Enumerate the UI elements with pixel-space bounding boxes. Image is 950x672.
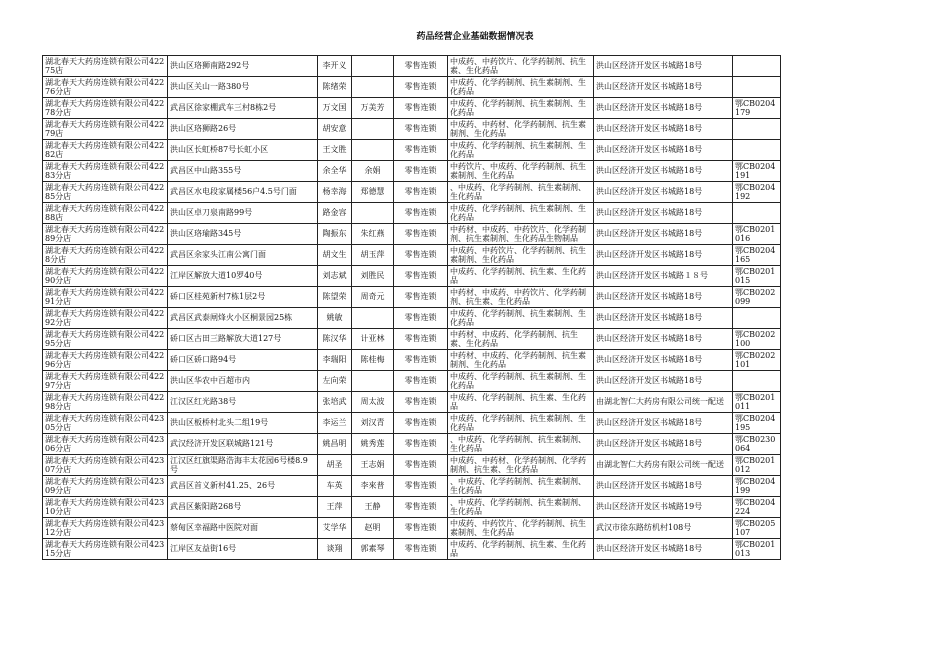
company-cell: 湖北春天大药房连锁有限公司42297分店	[43, 371, 168, 392]
company-cell: 湖北春天大药房连锁有限公司42292分店	[43, 308, 168, 329]
business-type-cell: 零售连锁	[394, 287, 448, 308]
warehouse-cell: 洪山区经济开发区书城路18号	[594, 476, 733, 497]
table-row	[43, 77, 781, 98]
business-type-cell: 零售连锁	[394, 77, 448, 98]
manager-cell: 周奇元	[352, 287, 394, 308]
legal-rep-cell: 余全华	[318, 161, 352, 182]
manager-cell	[352, 371, 394, 392]
address-cell: 洪山区珞狮南路292号	[168, 56, 318, 77]
legal-rep-cell: 李瑞阳	[318, 350, 352, 371]
manager-cell: 陈桂梅	[352, 350, 394, 371]
business-type-cell: 零售连锁	[394, 119, 448, 140]
manager-cell: 李來普	[352, 476, 394, 497]
scope-cell: 中成药、化学药制剂、抗生素制剂、生化药品	[448, 98, 594, 119]
warehouse-cell: 武汉市徐东路纺机村108号	[594, 518, 733, 539]
address-cell: 江汉区红旗渠路浩海丰太花园6号楼8.9号	[168, 455, 318, 476]
warehouse-cell: 洪山区经济开发区书城路18号	[594, 329, 733, 350]
company-cell: 湖北春天大药房连锁有限公司42285分店	[43, 182, 168, 203]
scope-cell: 中成药、化学药制剂、抗生素、生化药品	[448, 266, 594, 287]
cert-number-cell: 鄂CB0204199	[733, 476, 781, 497]
company-cell: 湖北春天大药房连锁有限公司42305分店	[43, 413, 168, 434]
manager-cell	[352, 56, 394, 77]
business-type-cell: 零售连锁	[394, 455, 448, 476]
legal-rep-cell: 胡圣	[318, 455, 352, 476]
warehouse-cell: 洪山区经济开发区书城路18号	[594, 161, 733, 182]
scope-cell: 中成药、化学药制剂、抗生素制剂、生化药品	[448, 77, 594, 98]
company-cell: 湖北春天大药房连锁有限公司42291分店	[43, 287, 168, 308]
manager-cell: 郑德慧	[352, 182, 394, 203]
scope-cell: 中药材、中成药、中药饮片、化学药制剂、抗生素制剂、生化药品生物制品	[448, 224, 594, 245]
address-cell: 武昌区余家头江南公寓门面	[168, 245, 318, 266]
company-cell: 湖北春天大药房连锁有限公司42283分店	[43, 161, 168, 182]
warehouse-cell: 洪山区经济开发区书城路18号	[594, 308, 733, 329]
legal-rep-cell: 胡文生	[318, 245, 352, 266]
legal-rep-cell: 左向荣	[318, 371, 352, 392]
address-cell: 洪山区珞瑜路345号	[168, 224, 318, 245]
scope-cell: 、中成药、化学药制剂、抗生素制剂、生化药品	[448, 434, 594, 455]
warehouse-cell: 洪山区经济开发区书城路１８号	[594, 266, 733, 287]
company-cell: 湖北春天大药房连锁有限公司42309分店	[43, 476, 168, 497]
legal-rep-cell: 杨幸海	[318, 182, 352, 203]
business-type-cell: 零售连锁	[394, 161, 448, 182]
scope-cell: 中成药、化学药制剂、抗生素制剂、生化药品	[448, 140, 594, 161]
table-row	[43, 266, 781, 287]
cert-number-cell: 鄂CB0230064	[733, 434, 781, 455]
address-cell: 武昌区水电段家属楼56户4.5号门面	[168, 182, 318, 203]
legal-rep-cell: 谈翔	[318, 539, 352, 560]
cert-number-cell: 鄂CB0204165	[733, 245, 781, 266]
company-cell: 湖北春天大药房连锁有限公司42290分店	[43, 266, 168, 287]
business-type-cell: 零售连锁	[394, 182, 448, 203]
manager-cell: 朱红燕	[352, 224, 394, 245]
table-row	[43, 476, 781, 497]
scope-cell: 、中成药、化学药制剂、抗生素制剂、生化药品	[448, 182, 594, 203]
address-cell: 武昌区中山路355号	[168, 161, 318, 182]
scope-cell: 中成药、中药饮片、化学药制剂、抗生素制剂、生化药品	[448, 245, 594, 266]
business-type-cell: 零售连锁	[394, 434, 448, 455]
warehouse-cell: 由湖北智仁大药房有限公司统一配送	[594, 455, 733, 476]
warehouse-cell: 洪山区经济开发区书城路18号	[594, 140, 733, 161]
cert-number-cell	[733, 140, 781, 161]
manager-cell: 刘汉青	[352, 413, 394, 434]
company-cell: 湖北春天大药房连锁有限公司42298分店	[43, 392, 168, 413]
cert-number-cell	[733, 119, 781, 140]
table-row	[43, 350, 781, 371]
table-row	[43, 308, 781, 329]
cert-number-cell: 鄂CB0204195	[733, 413, 781, 434]
warehouse-cell: 洪山区经济开发区书城路19号	[594, 497, 733, 518]
business-type-cell: 零售连锁	[394, 203, 448, 224]
address-cell: 硚口区古田三路解放大道127号	[168, 329, 318, 350]
address-cell: 洪山区华农中百超市内	[168, 371, 318, 392]
business-type-cell: 零售连锁	[394, 371, 448, 392]
legal-rep-cell: 陶振东	[318, 224, 352, 245]
company-cell: 湖北春天大药房连锁有限公司42288店	[43, 203, 168, 224]
table-row	[43, 518, 781, 539]
table-row	[43, 329, 781, 350]
cert-number-cell	[733, 371, 781, 392]
table-row	[43, 140, 781, 161]
legal-rep-cell: 艾学华	[318, 518, 352, 539]
company-cell: 湖北春天大药房连锁有限公司42312分店	[43, 518, 168, 539]
business-type-cell: 零售连锁	[394, 140, 448, 161]
warehouse-cell: 洪山区经济开发区书城路18号	[594, 56, 733, 77]
manager-cell	[352, 77, 394, 98]
table-row	[43, 161, 781, 182]
cert-number-cell: 鄂CB0205107	[733, 518, 781, 539]
address-cell: 武昌区紫阳路268号	[168, 497, 318, 518]
company-cell: 湖北春天大药房连锁有限公司42306分店	[43, 434, 168, 455]
legal-rep-cell: 陈汉华	[318, 329, 352, 350]
company-cell: 湖北春天大药房连锁有限公司42289分店	[43, 224, 168, 245]
scope-cell: 中药材、中成药、中药饮片、化学药制剂、抗生素、生化药品	[448, 287, 594, 308]
manager-cell: 胡玉萍	[352, 245, 394, 266]
page-title: 药品经营企业基础数据情况表	[416, 32, 534, 42]
table-row	[43, 203, 781, 224]
scope-cell: 中药饮片、中成药、化学药制剂、抗生素制剂、生化药品	[448, 161, 594, 182]
warehouse-cell: 洪山区经济开发区书城路18号	[594, 371, 733, 392]
cert-number-cell	[733, 203, 781, 224]
business-type-cell: 零售连锁	[394, 308, 448, 329]
business-type-cell: 零售连锁	[394, 518, 448, 539]
address-cell: 武昌区武泰闸烽火小区桐景园25栋	[168, 308, 318, 329]
address-cell: 江岸区解放大道10罗40号	[168, 266, 318, 287]
company-cell: 湖北春天大药房连锁有限公司42296分店	[43, 350, 168, 371]
table-row	[43, 98, 781, 119]
warehouse-cell: 洪山区经济开发区书城路18号	[594, 539, 733, 560]
scope-cell: 中成药、化学药制剂、抗生素制剂、生化药品	[448, 413, 594, 434]
cert-number-cell	[733, 77, 781, 98]
table-row	[43, 371, 781, 392]
legal-rep-cell: 李开义	[318, 56, 352, 77]
business-type-cell: 零售连锁	[394, 245, 448, 266]
legal-rep-cell: 路金容	[318, 203, 352, 224]
manager-cell	[352, 203, 394, 224]
business-type-cell: 零售连锁	[394, 329, 448, 350]
manager-cell: 王志娟	[352, 455, 394, 476]
cert-number-cell: 鄂CB0204224	[733, 497, 781, 518]
address-cell: 武昌区首义新村41.25、26号	[168, 476, 318, 497]
table-row	[43, 287, 781, 308]
table-row	[43, 539, 781, 560]
address-cell: 硚口区桂苑新村7栋1层2号	[168, 287, 318, 308]
business-type-cell: 零售连锁	[394, 56, 448, 77]
business-type-cell: 零售连锁	[394, 539, 448, 560]
warehouse-cell: 洪山区经济开发区书城路18号	[594, 350, 733, 371]
manager-cell: 王静	[352, 497, 394, 518]
business-type-cell: 零售连锁	[394, 98, 448, 119]
table-row	[43, 182, 781, 203]
table-row	[43, 224, 781, 245]
warehouse-cell: 洪山区经济开发区书城路18号	[594, 287, 733, 308]
address-cell: 江汉区红光路38号	[168, 392, 318, 413]
cert-number-cell: 鄂CB0202101	[733, 350, 781, 371]
legal-rep-cell: 王萍	[318, 497, 352, 518]
warehouse-cell: 洪山区经济开发区书城路18号	[594, 77, 733, 98]
warehouse-cell: 洪山区经济开发区书城路18号	[594, 119, 733, 140]
warehouse-cell: 洪山区经济开发区书城路18号	[594, 413, 733, 434]
scope-cell: 中成药、中药饮片、化学药制剂、抗生素、生化药品	[448, 56, 594, 77]
cert-number-cell: 鄂CB0201011	[733, 392, 781, 413]
company-cell: 湖北春天大药房连锁有限公司42276分店	[43, 77, 168, 98]
data-table	[42, 55, 781, 560]
table-row	[43, 56, 781, 77]
scope-cell: 、中成药、化学药制剂、抗生素制剂、生化药品	[448, 476, 594, 497]
warehouse-cell: 由湖北智仁大药房有限公司统一配送	[594, 392, 733, 413]
table-row	[43, 434, 781, 455]
warehouse-cell: 洪山区经济开发区书城路18号	[594, 182, 733, 203]
manager-cell: 赵明	[352, 518, 394, 539]
manager-cell: 刘胜民	[352, 266, 394, 287]
cert-number-cell: 鄂CB0201015	[733, 266, 781, 287]
manager-cell: 周太波	[352, 392, 394, 413]
table-row	[43, 455, 781, 476]
scope-cell: 中药材、中成药、化学药制剂、抗生素、生化药品	[448, 329, 594, 350]
scope-cell: 中成药、化学药制剂、抗生素制剂、生化药品	[448, 371, 594, 392]
company-cell: 湖北春天大药房连锁有限公司42307分店	[43, 455, 168, 476]
legal-rep-cell: 车英	[318, 476, 352, 497]
cert-number-cell	[733, 308, 781, 329]
address-cell: 洪山区长虹桥87号长虹小区	[168, 140, 318, 161]
cert-number-cell: 鄂CB0204192	[733, 182, 781, 203]
company-cell: 湖北春天大药房连锁有限公司42315分店	[43, 539, 168, 560]
manager-cell	[352, 119, 394, 140]
legal-rep-cell: 万文国	[318, 98, 352, 119]
business-type-cell: 零售连锁	[394, 266, 448, 287]
manager-cell	[352, 140, 394, 161]
legal-rep-cell: 姚昌明	[318, 434, 352, 455]
company-cell: 湖北春天大药房连锁有限公司42279店	[43, 119, 168, 140]
address-cell: 武昌区徐家棚武车三村8栋2号	[168, 98, 318, 119]
scope-cell: 中成药、中药材、化学药制剂、化学药制剂、抗生素、生化药品	[448, 455, 594, 476]
warehouse-cell: 洪山区经济开发区书城路18号	[594, 98, 733, 119]
address-cell: 江岸区友益街16号	[168, 539, 318, 560]
scope-cell: 中药材、中成药、化学药制剂、抗生素制剂、生化药品	[448, 350, 594, 371]
cert-number-cell: 鄂CB0202100	[733, 329, 781, 350]
table-row	[43, 413, 781, 434]
address-cell: 洪山区卓刀泉南路99号	[168, 203, 318, 224]
manager-cell: 余娟	[352, 161, 394, 182]
scope-cell: 中成药、化学药制剂、抗生素、生化药品	[448, 539, 594, 560]
cert-number-cell: 鄂CB0202099	[733, 287, 781, 308]
manager-cell: 计亚林	[352, 329, 394, 350]
cert-number-cell: 鄂CB0201012	[733, 455, 781, 476]
legal-rep-cell: 张培武	[318, 392, 352, 413]
address-cell: 蔡甸区幸福路中医院对面	[168, 518, 318, 539]
business-type-cell: 零售连锁	[394, 476, 448, 497]
business-type-cell: 零售连锁	[394, 413, 448, 434]
legal-rep-cell: 王文胜	[318, 140, 352, 161]
scope-cell: 中成药、化学药制剂、抗生素制剂、生化药品	[448, 308, 594, 329]
scope-cell: 、中成药、化学药制剂、抗生素制剂、生化药品	[448, 497, 594, 518]
company-cell: 湖北春天大药房连锁有限公司42275店	[43, 56, 168, 77]
cert-number-cell: 鄂CB0201016	[733, 224, 781, 245]
manager-cell: 郭素琴	[352, 539, 394, 560]
scope-cell: 中成药、中药饮片、化学药制剂、抗生素制剂、生化药品	[448, 518, 594, 539]
legal-rep-cell: 刘志斌	[318, 266, 352, 287]
manager-cell: 姚秀莲	[352, 434, 394, 455]
address-cell: 硚口区硚口路94号	[168, 350, 318, 371]
scope-cell: 中成药、化学药制剂、抗生素制剂、生化药品	[448, 203, 594, 224]
scope-cell: 中成药、中药材、化学药制剂、抗生素制剂、生化药品	[448, 119, 594, 140]
business-type-cell: 零售连锁	[394, 392, 448, 413]
address-cell: 洪山区板桥村北头二组19号	[168, 413, 318, 434]
warehouse-cell: 洪山区经济开发区书城路18号	[594, 434, 733, 455]
company-cell: 湖北春天大药房连锁有限公司42310分店	[43, 497, 168, 518]
warehouse-cell: 洪山区经济开发区书城路18号	[594, 245, 733, 266]
table-row	[43, 245, 781, 266]
business-type-cell: 零售连锁	[394, 224, 448, 245]
legal-rep-cell: 李运兰	[318, 413, 352, 434]
legal-rep-cell: 陈绪荣	[318, 77, 352, 98]
company-cell: 湖北春天大药房连锁有限公司42278分店	[43, 98, 168, 119]
cert-number-cell: 鄂CB0201013	[733, 539, 781, 560]
table-row	[43, 392, 781, 413]
table-row	[43, 497, 781, 518]
cert-number-cell: 鄂CB0204191	[733, 161, 781, 182]
legal-rep-cell: 姚敏	[318, 308, 352, 329]
table-row	[43, 119, 781, 140]
manager-cell	[352, 308, 394, 329]
legal-rep-cell: 胡安意	[318, 119, 352, 140]
address-cell: 武汉经济开发区联城路121号	[168, 434, 318, 455]
company-cell: 湖北春天大药房连锁有限公司42282店	[43, 140, 168, 161]
warehouse-cell: 洪山区经济开发区书城路18号	[594, 224, 733, 245]
cert-number-cell: 鄂CB0204179	[733, 98, 781, 119]
table-body	[43, 56, 781, 560]
legal-rep-cell: 陈望荣	[318, 287, 352, 308]
address-cell: 洪山区珞狮路26号	[168, 119, 318, 140]
warehouse-cell: 洪山区经济开发区书城路18号	[594, 203, 733, 224]
cert-number-cell	[733, 56, 781, 77]
company-cell: 湖北春天大药房连锁有限公司4228分店	[43, 245, 168, 266]
manager-cell: 万美芳	[352, 98, 394, 119]
business-type-cell: 零售连锁	[394, 497, 448, 518]
business-type-cell: 零售连锁	[394, 350, 448, 371]
address-cell: 洪山区关山一路380号	[168, 77, 318, 98]
scope-cell: 中成药、化学药制剂、抗生素、生化药品	[448, 392, 594, 413]
company-cell: 湖北春天大药房连锁有限公司42295分店	[43, 329, 168, 350]
